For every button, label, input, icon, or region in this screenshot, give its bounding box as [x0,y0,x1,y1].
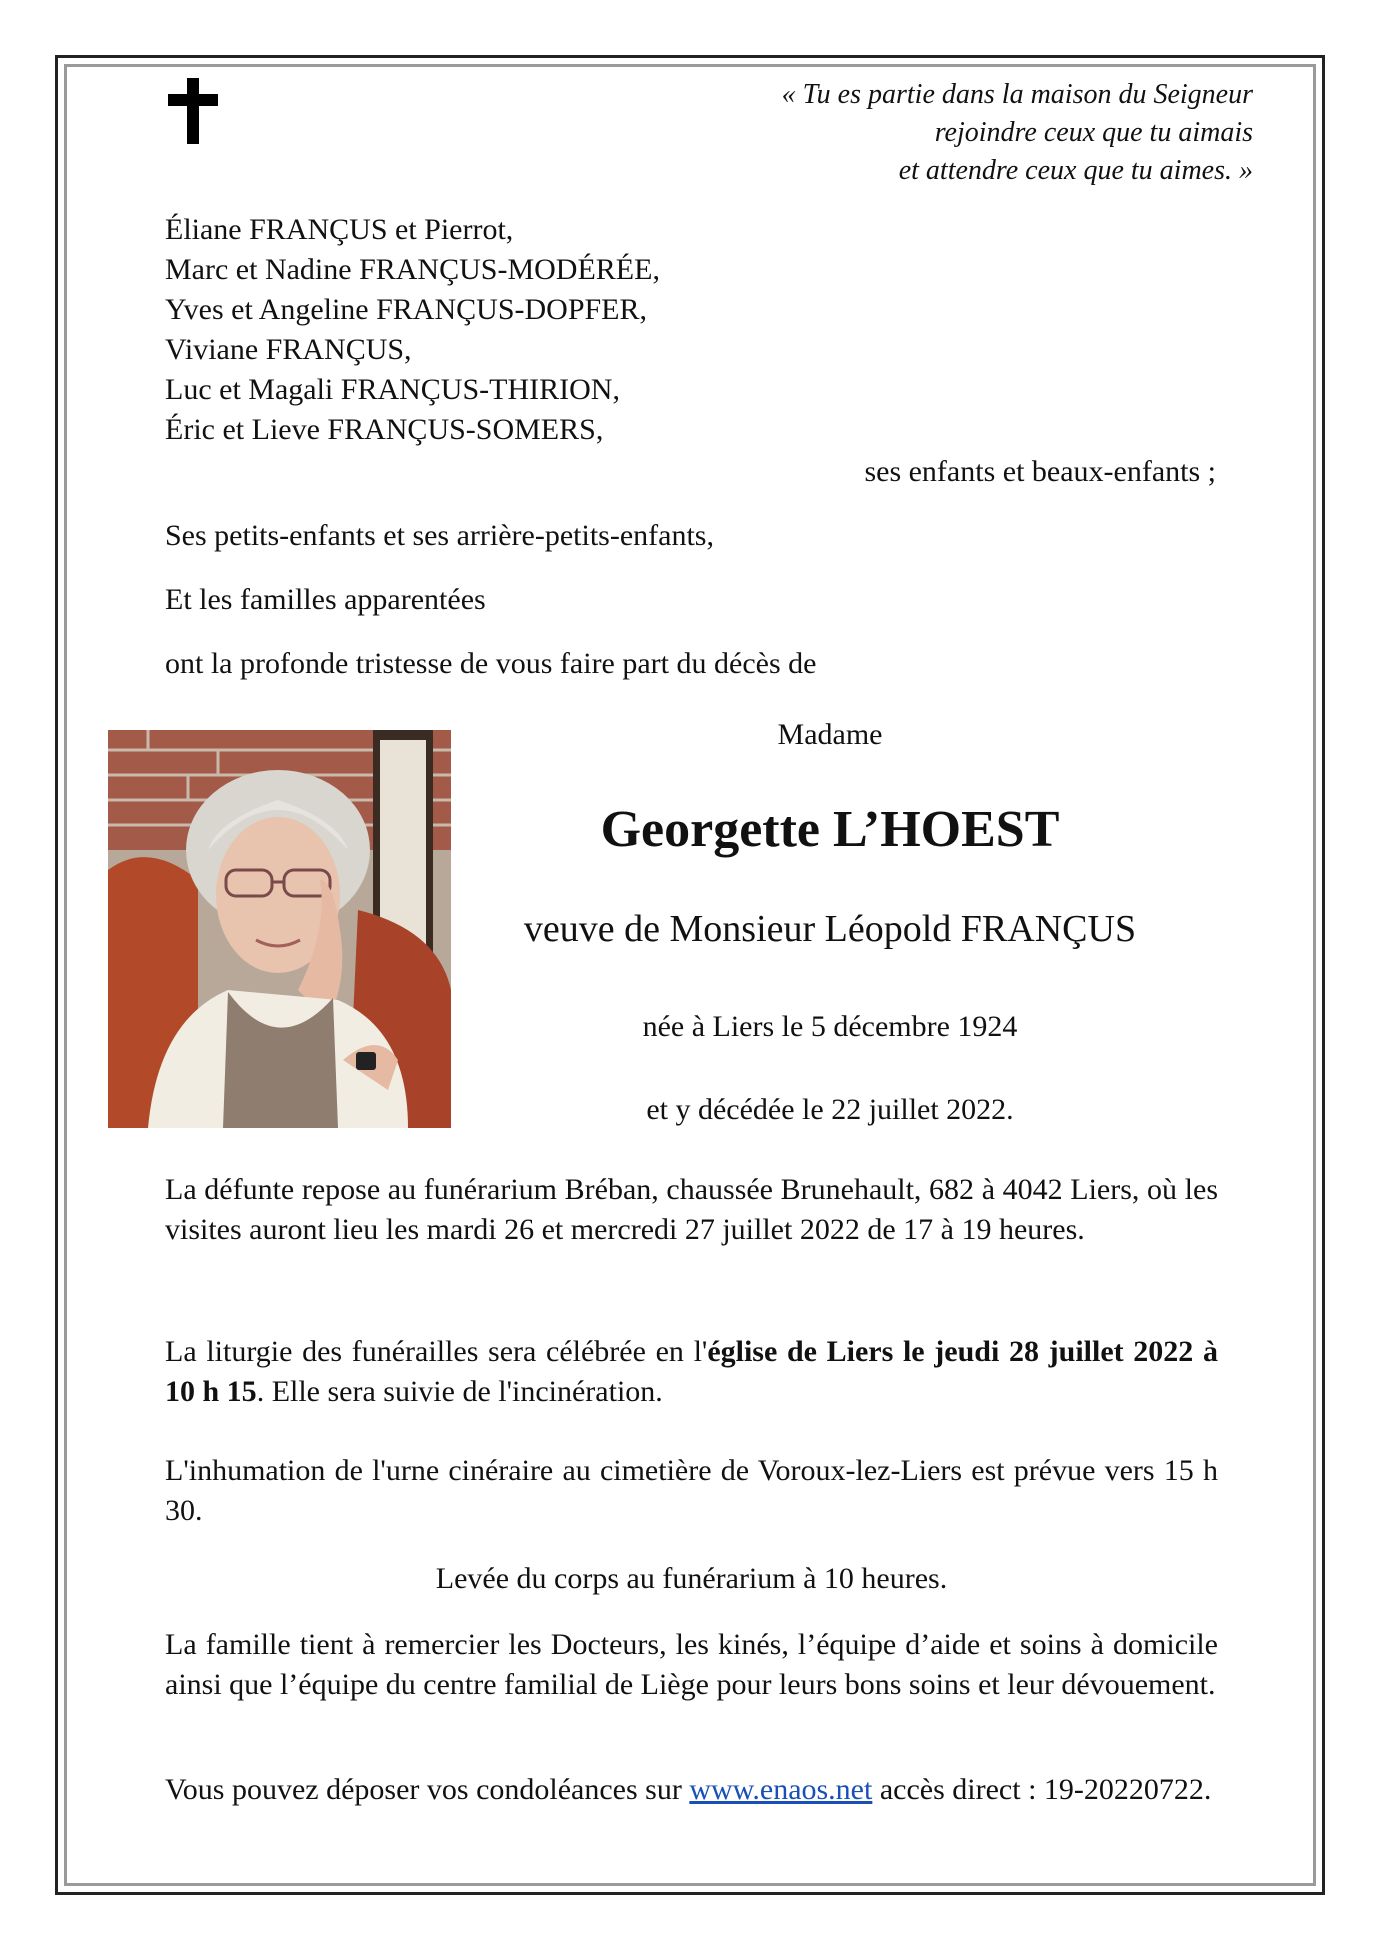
liturgy-text-b: . Elle sera suivie de l'incinération. [256,1375,663,1408]
birth-line: née à Liers le 5 décembre 1924 [642,1010,1018,1043]
children-tag: ses enfants et beaux-enfants ; [864,455,1216,488]
family-list [165,210,660,450]
repose-paragraph: La défunte repose au funérarium Bréban, chaussée Brunehault, 682 à 4042 Liers, où les visites auront lieu les mardi 26 et mercredi 27 juillet 2022 de 17 à 19 heures. [165,1173,1218,1246]
burial-paragraph: L'inhumation de l'urne cinéraire au cimetière de Voroux-lez-Liers est prévue vers 15 h 30. [165,1454,1218,1527]
deceased-title: Madame [777,718,883,751]
quote-line-3: et attendre ceux que tu aimes. » [898,155,1253,186]
quote-line-1: « Tu es partie dans la maison du Seigneur [781,79,1253,110]
condolences-link[interactable]: www.enaos.net [689,1773,873,1806]
family-member: Éric et Lieve FRANÇUS-SOMERS, [165,413,604,446]
widow-of-line: veuve de Monsieur Léopold FRANÇUS [523,908,1137,950]
deceased-name: Georgette L’HOEST [600,801,1060,858]
relatives-line: Et les familles apparentées [165,583,486,616]
announcement-line: ont la profonde tristesse de vous faire part du décès de [165,647,817,680]
liturgy-paragraph [165,1332,1218,1412]
family-member: Yves et Angeline FRANÇUS-DOPFER, [165,293,648,326]
liturgy-text-a: La liturgie des funérailles sera célébrée en l' [165,1335,708,1368]
liturgy-emphasis: église de Liers le jeudi 28 juillet 2022 à 10 h 15 [165,1335,1218,1408]
portrait-photo [108,730,451,1128]
condolences-paragraph [165,1770,1218,1810]
thanks-paragraph: La famille tient à remercier les Docteurs, les kinés, l’équipe d’aide et soins à domicile ainsi que l’équipe du centre familial de Liège pour leurs bons soins et leur dévouement. [165,1628,1218,1701]
condolences-text-b: accès direct : 19-20220722. [872,1773,1212,1806]
death-line: et y décédée le 22 juillet 2022. [646,1093,1014,1126]
family-member: Viviane FRANÇUS, [165,333,412,366]
grandchildren-line: Ses petits-enfants et ses arrière-petits-enfants, [165,519,714,552]
cross-icon [168,78,218,144]
levee-line: Levée du corps au funérarium à 10 heures. [435,1562,948,1595]
family-member: Marc et Nadine FRANÇUS-MODÉRÉE, [165,253,660,286]
family-member: Éliane FRANÇUS et Pierrot, [165,213,514,246]
condolences-text-a: Vous pouvez déposer vos condoléances sur [165,1773,690,1806]
family-member: Luc et Magali FRANÇUS-THIRION, [165,373,620,406]
quote-line-2: rejoindre ceux que tu aimais [934,117,1253,148]
quote-block [782,76,1253,190]
